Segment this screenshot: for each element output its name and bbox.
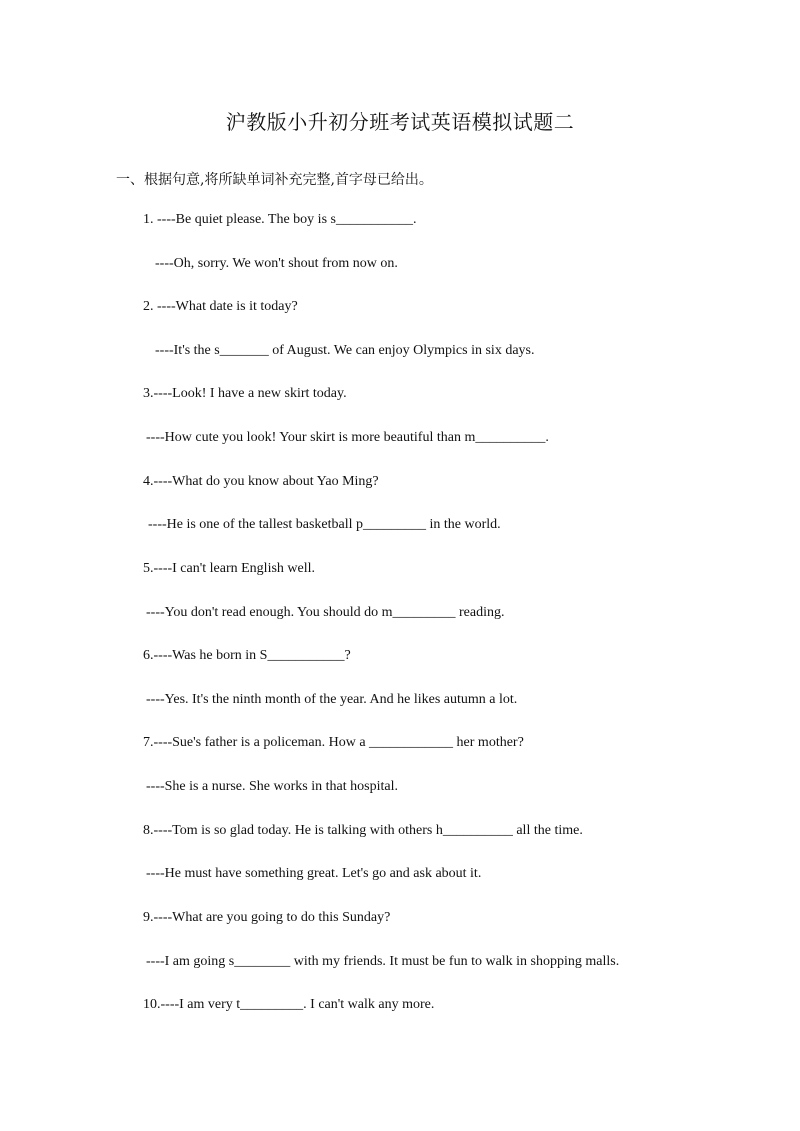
section-heading: 一、根据句意,将所缺单词补充完整,首字母已给出。 [116, 172, 433, 188]
document-title: 沪教版小升初分班考试英语模拟试题二 [225, 110, 575, 134]
answer-8: ----He must have something great. Let's go and ask about it. [146, 866, 482, 881]
answer-7: ----She is a nurse. She works in that hospital. [146, 779, 398, 794]
answer-4: ----He is one of the tallest basketball p_________ in the world. [148, 517, 501, 532]
question-8: 8.----Tom is so glad today. He is talking with others h__________ all the time. [143, 823, 583, 838]
question-10: 10.----I am very t_________. I can't walk any more. [143, 997, 435, 1012]
answer-1: ----Oh, sorry. We won't shout from now on. [155, 256, 398, 271]
answer-5: ----You don't read enough. You should do m_________ reading. [146, 605, 505, 620]
question-4: 4.----What do you know about Yao Ming? [143, 474, 379, 489]
question-3: 3.----Look! I have a new skirt today. [143, 386, 347, 401]
question-5: 5.----I can't learn English well. [143, 561, 316, 576]
question-7: 7.----Sue's father is a policeman. How a ____________ her mother? [143, 735, 524, 750]
answer-2: ----It's the s_______ of August. We can enjoy Olympics in six days. [155, 343, 535, 358]
answer-6: ----Yes. It's the ninth month of the year. And he likes autumn a lot. [146, 692, 518, 707]
question-1: 1. ----Be quiet please. The boy is s___________. [143, 212, 417, 227]
question-6: 6.----Was he born in S___________? [143, 648, 351, 663]
answer-3: ----How cute you look! Your skirt is more beautiful than m__________. [146, 430, 549, 445]
question-9: 9.----What are you going to do this Sunday? [143, 910, 391, 925]
question-2: 2. ----What date is it today? [143, 299, 298, 314]
answer-9: ----I am going s________ with my friends. It must be fun to walk in shopping malls. [146, 954, 620, 969]
